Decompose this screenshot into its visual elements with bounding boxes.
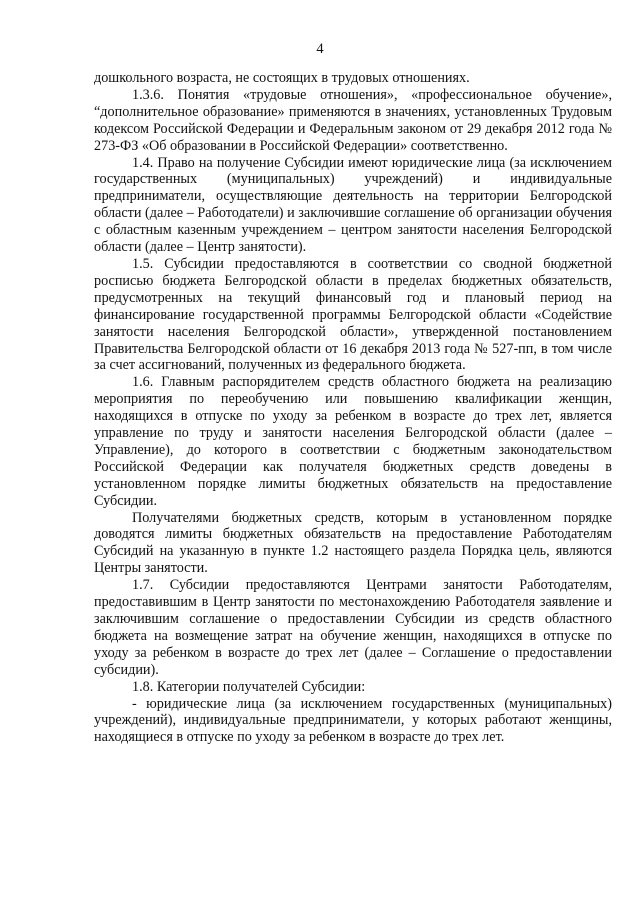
paragraph-1-5: 1.5. Субсидии предоставляются в соответствии со сводной бюджетной росписью бюджета Белгородской области в пределах бюджетных обязательств, предусмотренных на текущий финансовый год и плановый период на финансирование государственной программы Белгородской области «Содействие занятости населения Белгородской области», утвержденной постановлением Правительства Белгородской области от 16 декабря 2013 года № 527-пп, в том числе за счет ассигнований, полученных из федерального бюджета. [94, 255, 612, 374]
paragraph-1-4: 1.4. Право на получение Субсидии имеют юридические лица (за исключением государственных (муниципальных) учреждений) и индивидуальные предприниматели, осуществляющие деятельность на территории Белгородской области (далее – Работодатели) и заключившие соглашение об организации обучения с областным казенным учреждением – центром занятости населения Белгородской области (далее – Центр занятости). [94, 154, 612, 256]
paragraph-1-7: 1.7. Субсидии предоставляются Центрами занятости Работодателям, предоставившим в Центр занятости по местонахождению Работодателя заявление и заключившим соглашение о предоставлении Субсидии из средств областного бюджета на возмещение затрат на обучение женщин, находящихся в отпуске по уходу за ребенком в возрасте до трех лет (далее – Соглашение о предоставлении субсидии). [94, 577, 612, 678]
paragraph-1-6-recipients: Получателями бюджетных средств, которым в установленном порядке доводятся лимиты бюджетных обязательств на предоставление Работодателям Субсидий на указанную в пункте 1.2 настоящего раздела Порядка цель, являются Центры занятости. [94, 509, 612, 577]
paragraph-1-3-6: 1.3.6. Понятия «трудовые отношения», «профессиональное обучение», “дополнительное образование» применяются в значениях, установленных Трудовым кодексом Российской Федерации и Федеральным законом от 29 декабря 2012 года № 273-ФЗ «Об образовании в Российской Федерации» соответственно. [94, 86, 612, 154]
paragraph-1-8: 1.8. Категории получателей Субсидии: [132, 678, 366, 695]
page-number: 4 [316, 41, 324, 57]
paragraph-continuation: дошкольного возраста, не состоящих в трудовых отношениях. [94, 70, 470, 86]
paragraph-1-8-item: - юридические лица (за исключением государственных (муниципальных) учреждений), индивидуальные предприниматели, у которых работают женщины, находящиеся в отпуске по уходу за ребенком в возрасте до трех лет. [94, 695, 612, 746]
document-body [94, 70, 612, 746]
paragraph-1-6: 1.6. Главным распорядителем средств областного бюджета на реализацию мероприятия по переобучению или повышению квалификации женщин, находящихся в отпуске по уходу за ребенком в возрасте до трех лет, является управление по труду и занятости населения Белгородской области (далее – Управление), до которого в соответствии с бюджетным законодательством Российской Федерации как получателя бюджетных средств доведены в установленном порядке лимиты бюджетных обязательств на предоставление Субсидии. [94, 374, 612, 509]
